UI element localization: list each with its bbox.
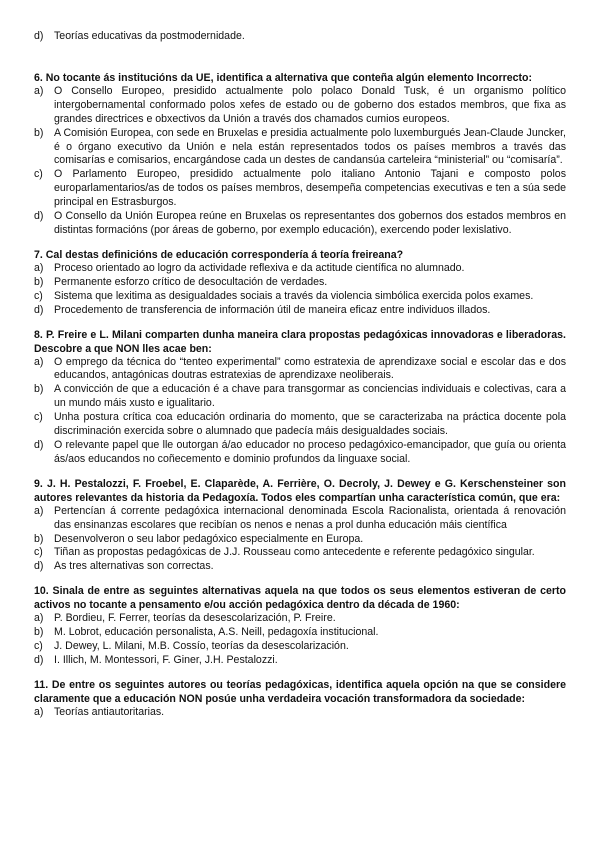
- option-c: [34, 640, 566, 654]
- option-text: Permanente esforzo crítico de desocultación de verdades.: [54, 275, 328, 288]
- question-title: 9. J. H. Pestalozzi, F. Froebel, E. Claparède, A. Ferrière, O. Decroly, J. Dewey e G. Kerschensteiner son autores relevantes da historia da Pedagoxía. Todos eles compartían unha característica común, que era:: [34, 477, 566, 504]
- option-letter: b): [34, 275, 44, 288]
- question-10: [34, 584, 566, 668]
- option-text: O Consello da Unión Europea reúne en Bruxelas os representantes dos gobernos dos estados membros en distintas formacións (por áreas de goberno, por exemplo educación), exercendo poder lexislativo.: [54, 210, 566, 236]
- option-letter: d): [34, 303, 44, 316]
- option-text: Procedemento de transferencia de información útil de maneira eficaz entre individuos illados.: [54, 303, 491, 316]
- option-b: [34, 383, 566, 411]
- option-text: Proceso orientado ao logro da actividade reflexiva e da actitude científica no alumnado.: [54, 261, 465, 274]
- option-d: [34, 439, 566, 467]
- question-7: [34, 248, 566, 318]
- option-letter: d): [34, 210, 44, 223]
- question-6: [34, 71, 566, 238]
- option-d: [34, 304, 566, 318]
- option-letter: a): [34, 705, 44, 718]
- option-text: P. Bordieu, F. Ferrer, teorías da desescolarización, P. Freire.: [54, 612, 336, 625]
- option-d: [34, 654, 566, 668]
- option-text: I. Illich, M. Montessori, F. Giner, J.H. Pestalozzi.: [54, 654, 278, 666]
- option-letter: d): [34, 30, 44, 42]
- option-c: [34, 290, 566, 304]
- option-text: Teorías antiautoritarias.: [54, 705, 165, 718]
- option-d: [34, 210, 566, 238]
- question-title: 6. No tocante ás institucións da UE, identifica a alternativa que conteña algún elemento Incorrecto:: [34, 71, 533, 84]
- option-a: [34, 612, 566, 626]
- option-letter: a): [34, 84, 44, 97]
- option-text: Desenvolveron o seu labor pedagóxico especialmente en Europa.: [54, 532, 364, 545]
- option-text: Teorías educativas da postmodernidade.: [54, 30, 245, 42]
- question-title: 11. De entre os seguintes autores ou teorías pedagóxicas, identifica aquela opción na que se considere claramente que a educación NON posúe unha verdadeira vocación transformadora da sociedade:: [34, 678, 566, 705]
- option-a: [34, 706, 566, 720]
- option-letter: b): [34, 126, 44, 139]
- option-letter: b): [34, 626, 44, 639]
- option-text: Tiñan as propostas pedagóxicas de J.J. Rousseau como antecedente e referente pedagóxico singular.: [54, 546, 535, 559]
- question-title: 7. Cal destas definicións de educación correspondería á teoría freireana?: [34, 248, 404, 261]
- option-letter: c): [34, 411, 43, 424]
- option-letter: d): [34, 654, 44, 666]
- option-text: Unha postura crítica coa educación ordinaria do momento, que se caracterizaba na práctica docente pola discriminación exercida sobre o alumnado que padecía máis desigualdades sociais.: [54, 411, 566, 438]
- option-letter: c): [34, 289, 43, 302]
- option-a: [34, 356, 566, 384]
- option-text: O Parlamento Europeo, presidido actualmente polo italiano Antonio Tajani e composto polos europarlamentarios/as de todos os países membros, desempeña competencias executivas e ten a súa sede principal en Estrasburgos.: [54, 168, 566, 209]
- option-text: A convicción de que a educación é a chave para transgormar as conciencias individuais e colectivas, cara a un mundo máis xusto e igualitario.: [54, 383, 566, 410]
- option-text: M. Lobrot, educación personalista, A.S. Neill, pedagoxía institucional.: [54, 626, 379, 639]
- option-letter: a): [34, 355, 44, 368]
- option-letter: a): [34, 504, 44, 517]
- option-c: [34, 168, 566, 210]
- option-text: O Consello Europeo, presidido actualmente polo polaco Donald Tusk, é un organismo político intergobernamental conformado polos xefes de estado ou de goberno dos estados membros, que fixa as grandes directrices e obxectivos da Unión a través dos chamados cumios europeos.: [54, 84, 566, 125]
- option-a: [34, 85, 566, 127]
- option-letter: a): [34, 612, 44, 625]
- option-text: Sistema que lexitima as desigualdades sociais a través da violencia simbólica exercida polos exames.: [54, 289, 534, 302]
- question-9: [34, 477, 566, 575]
- option-text: O relevante papel que lle outorgan á/ao educador no proceso pedagóxico-emancipador, que guía ou orienta ás/aos educandos no coñecemento e dominio profundos da linguaxe social.: [54, 438, 566, 465]
- option-text: O emprego da técnica do “tenteo experimental” como estratexia de aprendizaxe social e escolar das e dos educandos, antagónicas doutras estratexias de aprendizaxe neoliberais.: [54, 355, 566, 382]
- document-page: [34, 30, 566, 720]
- question-title: 8. P. Freire e L. Milani comparten dunha maneira clara propostas pedagóxicas innovadoras e liberadoras. Descobre a que NON lles acae ben:: [34, 328, 566, 355]
- option-letter: c): [34, 546, 43, 559]
- option-a: [34, 262, 566, 276]
- option-c: [34, 546, 566, 560]
- option-letter: d): [34, 560, 44, 573]
- option-b: [34, 626, 566, 640]
- option-letter: b): [34, 383, 44, 396]
- question-11: [34, 678, 566, 720]
- option-b: [34, 533, 566, 547]
- option-letter: a): [34, 261, 44, 274]
- option-b: [34, 276, 566, 290]
- option-letter: c): [34, 168, 43, 181]
- top-option: [34, 30, 566, 44]
- option-text: As tres alternativas son correctas.: [54, 560, 214, 573]
- question-title: 10. Sinala de entre as seguintes alternativas aquela na que todos os seus elementos estiveran de certo activos no tocante a pensamento e/ou acción pedagóxica dentro da década de 1960:: [34, 585, 566, 612]
- option-b: [34, 127, 566, 169]
- option-c: [34, 411, 566, 439]
- option-letter: b): [34, 532, 44, 545]
- question-8: [34, 328, 566, 467]
- option-text: J. Dewey, L. Milani, M.B. Cossío, teorías da desescolarización.: [54, 640, 349, 653]
- option-letter: c): [34, 640, 43, 653]
- option-text: A Comisión Europea, con sede en Bruxelas e presidia actualmente polo luxemburgués Jean-Claude Juncker, é o órgano executivo da Unión e nela están representados todos os países membros a través das comisarías e comisarios, encargándose cada un destes de candansúa carteleira “ministerial” ou “comisaría”.: [54, 126, 566, 167]
- option-text: Pertencían á corrente pedagóxica internacional denominada Escola Racionalista, orientada á renovación das ensinanzas escolares que recibían os nenos e nenas a prol dunha educación máis científica: [54, 504, 566, 531]
- option-a: [34, 505, 566, 533]
- option-letter: d): [34, 438, 44, 451]
- option-d: [34, 560, 566, 574]
